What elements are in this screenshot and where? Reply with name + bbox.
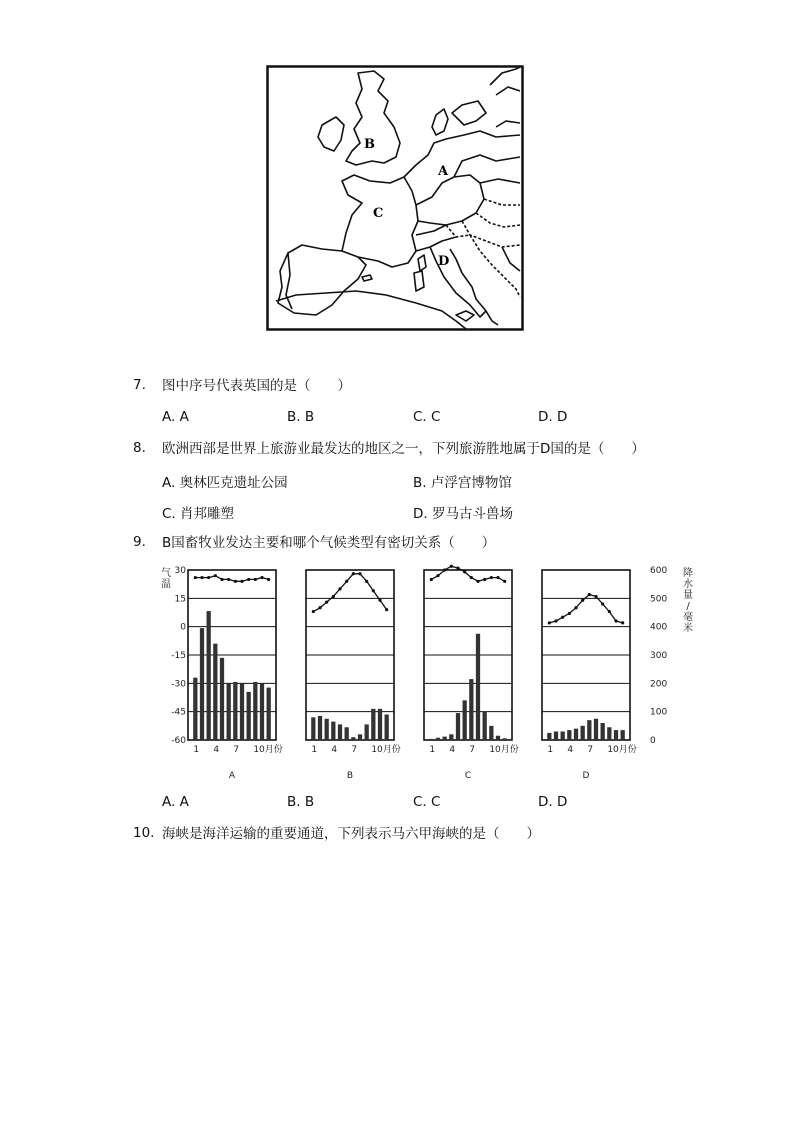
temperature-point-D bbox=[554, 619, 557, 622]
precip-bar-D bbox=[587, 720, 591, 740]
question-9-number: 9. bbox=[133, 534, 146, 550]
precip-bar-C bbox=[483, 712, 487, 740]
precip-bar-A bbox=[213, 644, 217, 740]
question-8-option-d[interactable]: D. 罗马古斗兽场 bbox=[413, 506, 513, 522]
right-tick-label: 500 bbox=[650, 594, 668, 605]
climate-charts bbox=[158, 564, 698, 786]
precip-bar-A bbox=[247, 692, 251, 740]
x-tick-label: 10月份 bbox=[489, 745, 519, 755]
question-9-option-a[interactable]: A. A bbox=[162, 794, 189, 810]
left-tick-label: 30 bbox=[174, 566, 186, 576]
chart-label-D: D bbox=[582, 771, 590, 781]
precip-bar-D bbox=[594, 719, 598, 740]
precip-bar-C bbox=[469, 679, 473, 740]
map-label-a: A bbox=[438, 164, 449, 179]
precip-bar-C bbox=[456, 713, 460, 740]
precip-bar-A bbox=[267, 688, 271, 740]
climate-charts-drawing bbox=[158, 564, 698, 786]
left-tick-label: -60 bbox=[171, 736, 186, 746]
right-tick-label: 100 bbox=[650, 707, 668, 718]
left-axis-label-char: 气 bbox=[161, 568, 171, 579]
precip-bar-D bbox=[561, 732, 565, 741]
question-8-stem: 欧洲西部是世界上旅游业最发达的地区之一，下列旅游胜地属于D国的是（ ） bbox=[162, 441, 645, 457]
precip-bar-A bbox=[233, 682, 237, 740]
x-tick-label: 1 bbox=[311, 745, 318, 755]
left-tick-label: -30 bbox=[171, 679, 186, 690]
temperature-point-A bbox=[267, 578, 270, 581]
right-axis-label-char: 量 bbox=[683, 590, 693, 601]
temperature-point-C bbox=[436, 574, 439, 577]
precip-bar-B bbox=[325, 719, 329, 740]
temperature-point-B bbox=[318, 606, 321, 609]
temperature-point-A bbox=[234, 580, 237, 583]
precip-bar-B bbox=[311, 717, 315, 740]
x-tick-label: 4 bbox=[449, 745, 456, 755]
temperature-point-C bbox=[476, 580, 479, 583]
temperature-point-C bbox=[450, 565, 453, 568]
precip-bar-B bbox=[338, 724, 342, 740]
right-tick-label: 400 bbox=[650, 622, 668, 633]
question-7-option-a[interactable]: A. A bbox=[162, 409, 189, 425]
right-axis-label-char: 毫 bbox=[683, 612, 693, 623]
question-8-option-b[interactable]: B. 卢浮宫博物馆 bbox=[413, 475, 512, 491]
x-tick-label: 10月份 bbox=[371, 745, 401, 755]
question-9-option-d[interactable]: D. D bbox=[538, 794, 568, 810]
precip-bar-A bbox=[220, 658, 224, 740]
right-tick-label: 600 bbox=[650, 566, 668, 576]
x-tick-label: 4 bbox=[567, 745, 574, 755]
x-tick-label: 7 bbox=[233, 745, 240, 755]
precip-bar-B bbox=[378, 709, 382, 740]
question-10-number: 10. bbox=[133, 825, 155, 841]
precip-bar-A bbox=[227, 683, 231, 740]
temperature-point-D bbox=[594, 595, 597, 598]
question-7-option-d[interactable]: D. D bbox=[538, 409, 568, 425]
precip-bar-D bbox=[567, 730, 571, 740]
right-axis-label-char: 米 bbox=[683, 623, 693, 634]
right-tick-label: 200 bbox=[650, 679, 668, 690]
left-tick-label: 0 bbox=[180, 622, 186, 633]
temperature-point-A bbox=[194, 576, 197, 579]
precip-bar-A bbox=[200, 628, 204, 740]
precip-bar-D bbox=[574, 729, 578, 740]
temperature-point-B bbox=[378, 599, 381, 602]
temperature-point-D bbox=[601, 602, 604, 605]
temperature-point-C bbox=[503, 580, 506, 583]
europe-map bbox=[266, 65, 524, 331]
temperature-point-A bbox=[214, 574, 217, 577]
temperature-point-A bbox=[200, 576, 203, 579]
temperature-point-B bbox=[338, 587, 341, 590]
x-tick-label: 7 bbox=[587, 745, 594, 755]
x-tick-label: 1 bbox=[429, 745, 436, 755]
left-axis-label-char: 温 bbox=[161, 579, 171, 590]
temperature-point-B bbox=[325, 601, 328, 604]
temperature-point-C bbox=[483, 578, 486, 581]
chart-label-B: B bbox=[346, 771, 354, 781]
x-tick-label: 10月份 bbox=[607, 745, 637, 755]
temperature-point-B bbox=[372, 589, 375, 592]
temperature-point-A bbox=[227, 578, 230, 581]
precip-bar-A bbox=[253, 682, 257, 740]
x-tick-label: 1 bbox=[193, 745, 200, 755]
temperature-point-B bbox=[358, 572, 361, 575]
precip-bar-D bbox=[621, 730, 625, 740]
temperature-point-A bbox=[240, 580, 243, 583]
right-tick-label: 300 bbox=[650, 651, 668, 661]
precip-bar-C bbox=[449, 734, 453, 740]
question-8-option-c[interactable]: C. 肖邦雕塑 bbox=[162, 506, 235, 522]
temperature-point-D bbox=[614, 619, 617, 622]
precip-bar-D bbox=[614, 730, 618, 740]
temperature-point-B bbox=[385, 608, 388, 611]
temperature-point-D bbox=[548, 621, 551, 624]
temperature-point-D bbox=[608, 610, 611, 613]
right-axis-label-char: / bbox=[686, 601, 690, 612]
right-tick-label: 0 bbox=[650, 736, 656, 746]
precip-bar-B bbox=[371, 709, 375, 740]
x-tick-label: 1 bbox=[547, 745, 554, 755]
temperature-point-C bbox=[463, 570, 466, 573]
precip-bar-C bbox=[489, 726, 493, 740]
temperature-point-D bbox=[568, 612, 571, 615]
precip-bar-B bbox=[345, 727, 349, 740]
precip-bar-C bbox=[443, 737, 447, 740]
temperature-point-B bbox=[365, 580, 368, 583]
precip-bar-B bbox=[365, 724, 369, 740]
precip-bar-C bbox=[436, 738, 440, 740]
precip-bar-C bbox=[496, 736, 500, 740]
x-tick-label: 4 bbox=[213, 745, 220, 755]
question-9-option-b[interactable]: B. B bbox=[287, 794, 315, 810]
question-7-stem: 图中序号代表英国的是（ ） bbox=[162, 378, 351, 394]
question-7-number: 7. bbox=[133, 377, 146, 393]
precip-bar-B bbox=[318, 716, 322, 740]
temperature-point-A bbox=[254, 578, 257, 581]
temperature-point-D bbox=[581, 599, 584, 602]
question-9-option-c[interactable]: C. C bbox=[413, 794, 441, 810]
precip-bar-D bbox=[581, 726, 585, 740]
question-7-option-c[interactable]: C. C bbox=[413, 409, 441, 425]
temperature-point-A bbox=[260, 576, 263, 579]
temperature-point-D bbox=[588, 593, 591, 596]
precip-bar-B bbox=[358, 734, 362, 740]
precip-bar-D bbox=[547, 733, 551, 740]
temperature-point-C bbox=[490, 576, 493, 579]
chart-label-A: A bbox=[228, 771, 236, 781]
europe-map-drawing bbox=[266, 65, 524, 331]
left-tick-label: -15 bbox=[171, 651, 186, 661]
chart-label-C: C bbox=[464, 771, 472, 781]
precip-bar-C bbox=[463, 700, 467, 740]
x-tick-label: 7 bbox=[351, 745, 358, 755]
temperature-point-B bbox=[312, 610, 315, 613]
precip-bar-B bbox=[331, 722, 335, 740]
precip-bar-A bbox=[193, 678, 197, 740]
map-label-d: D bbox=[438, 254, 450, 269]
precip-bar-C bbox=[503, 738, 507, 740]
question-8-option-a[interactable]: A. 奥林匹克遗址公园 bbox=[162, 475, 288, 491]
temperature-point-D bbox=[561, 616, 564, 619]
precip-bar-D bbox=[607, 727, 611, 740]
precip-bar-D bbox=[601, 723, 605, 740]
temperature-point-D bbox=[621, 621, 624, 624]
temperature-point-B bbox=[332, 595, 335, 598]
temperature-point-D bbox=[574, 606, 577, 609]
temperature-point-C bbox=[470, 576, 473, 579]
precip-bar-C bbox=[476, 634, 480, 740]
left-tick-label: 15 bbox=[174, 594, 186, 605]
precip-bar-A bbox=[207, 611, 211, 740]
temperature-point-C bbox=[456, 567, 459, 570]
x-tick-label: 7 bbox=[469, 745, 476, 755]
precip-bar-B bbox=[351, 737, 355, 740]
precip-bar-D bbox=[554, 732, 558, 741]
question-9-stem: B国畜牧业发达主要和哪个气候类型有密切关系（ ） bbox=[162, 535, 496, 551]
question-7-option-b[interactable]: B. B bbox=[287, 409, 315, 425]
temperature-point-C bbox=[430, 578, 433, 581]
map-label-c: C bbox=[373, 206, 384, 221]
x-tick-label: 4 bbox=[331, 745, 338, 755]
temperature-point-B bbox=[345, 580, 348, 583]
map-label-b: B bbox=[364, 137, 375, 152]
right-axis-label-char: 水 bbox=[683, 579, 693, 590]
x-tick-label: 10月份 bbox=[253, 745, 283, 755]
temperature-point-A bbox=[207, 576, 210, 579]
question-10-stem: 海峡是海洋运输的重要通道，下列表示马六甲海峡的是（ ） bbox=[162, 826, 540, 842]
temperature-point-B bbox=[352, 572, 355, 575]
precip-bar-A bbox=[260, 683, 264, 740]
precip-bar-A bbox=[240, 683, 244, 740]
temperature-point-C bbox=[496, 576, 499, 579]
precip-bar-B bbox=[385, 715, 389, 741]
right-axis-label-char: 降 bbox=[683, 568, 693, 579]
temperature-point-A bbox=[220, 578, 223, 581]
precip-bar-C bbox=[429, 739, 433, 740]
temperature-point-C bbox=[443, 568, 446, 571]
temperature-point-A bbox=[247, 578, 250, 581]
question-8-number: 8. bbox=[133, 440, 146, 456]
left-tick-label: -45 bbox=[171, 707, 186, 718]
